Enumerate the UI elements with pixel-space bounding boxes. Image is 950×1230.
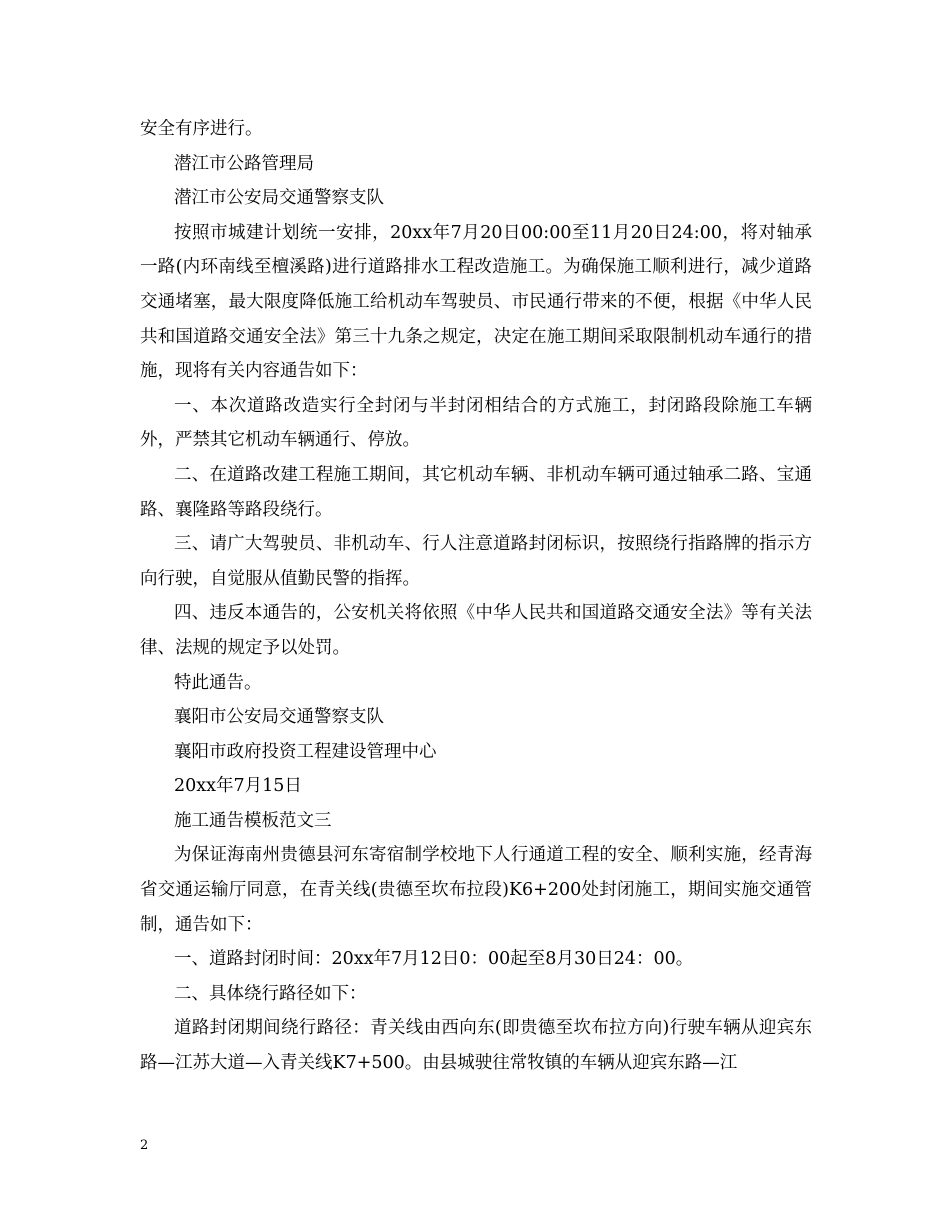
paragraph: 三、请广大驾驶员、非机动车、行人注意道路封闭标识，按照绕行指路牌的指示方向行驶，自觉服从值勤民警的指挥。: [140, 534, 812, 589]
document-body: [140, 112, 812, 1081]
page-number: 2: [140, 1138, 149, 1153]
paragraph: 二、在道路改建工程施工期间，其它机动车辆、非机动车辆可通过轴承二路、宝通路、襄隆路等路段绕行。: [140, 464, 812, 520]
paragraph: 一、本次道路改造实行全封闭与半封闭相结合的方式施工，封闭路段除施工车辆外，严禁其它机动车辆通行、停放。: [140, 395, 812, 451]
paragraph: 襄阳市公安局交通警察支队: [174, 707, 384, 728]
paragraph: 特此通告。: [174, 672, 262, 693]
paragraph: 襄阳市政府投资工程建设管理中心: [174, 741, 437, 762]
paragraph: 一、道路封闭时间：20xx年7月12日0：00起至8月30日24：00。: [174, 949, 694, 970]
paragraph: 为保证海南州贵德县河东寄宿制学校地下人行通道工程的安全、顺利实施，经青海省交通运输厅同意，在青关线(贵德至坎布拉段)K6+200处封闭施工，期间实施交通管制，通告如下：: [140, 845, 812, 935]
paragraph: 二、具体绕行路径如下：: [174, 983, 367, 1004]
section-heading: 施工通告模板范文三: [174, 810, 332, 831]
paragraph: 潜江市公安局交通警察支队: [174, 188, 384, 209]
paragraph: 四、违反本通告的，公安机关将依照《中华人民共和国道路交通安全法》等有关法律、法规的规定予以处罚。: [140, 603, 812, 658]
paragraph: 按照市城建计划统一安排，20xx年7月20日00:00至11月20日24:00，将对轴承一路(内环南线至檀溪路)进行道路排水工程改造施工。为确保施工顺利进行，减少道路交通堵塞，最大限度降低施工给机动车驾驶员、市民通行带来的不便，根据《中华人民共和国道路交通安全法》第三十九条之规定，决定在施工期间采取限制机动车通行的措施，现将有关内容通告如下：: [140, 222, 812, 382]
paragraph: 潜江市公路管理局: [174, 153, 314, 174]
paragraph: 20xx年7月15日: [174, 776, 302, 797]
paragraph: 道路封闭期间绕行路径：青关线由西向东(即贵德至坎布拉方向)行驶车辆从迎宾东路—江苏大道—入青关线K7+500。由县城驶往常牧镇的车辆从迎宾东路—江: [140, 1018, 812, 1074]
paragraph: 安全有序进行。: [140, 119, 263, 139]
